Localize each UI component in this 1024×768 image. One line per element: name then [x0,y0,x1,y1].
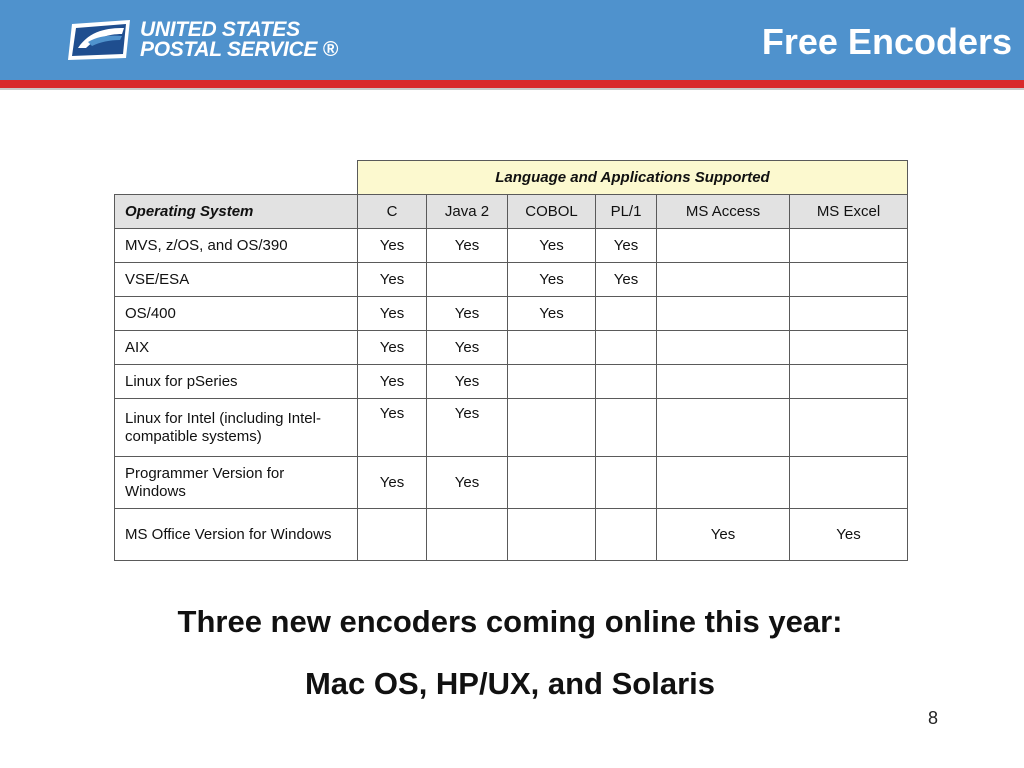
column-header-pl1: PL/1 [596,195,657,229]
support-cell: Yes [358,297,427,331]
table-row [115,331,908,365]
column-header-cobol: COBOL [508,195,596,229]
encoders-table [114,160,908,561]
support-cell: Yes [790,509,908,561]
group-header-row [115,161,908,195]
support-cell [508,509,596,561]
group-header-cell: Language and Applications Supported [358,161,908,195]
support-cell: Yes [427,331,508,365]
support-cell [790,331,908,365]
support-cell: Yes [358,457,427,509]
os-cell: Programmer Version for Windows [115,457,358,509]
table-row [115,365,908,399]
support-cell [508,331,596,365]
support-cell [427,509,508,561]
table-row [115,297,908,331]
support-cell [790,399,908,457]
os-cell: Linux for Intel (including Intel-compatible systems) [115,399,358,457]
column-header-c: C [358,195,427,229]
support-cell: Yes [427,365,508,399]
column-header-java2: Java 2 [427,195,508,229]
support-cell: Yes [358,229,427,263]
support-cell: Yes [427,297,508,331]
support-cell [790,297,908,331]
page-number: 8 [927,708,938,728]
os-cell: AIX [115,331,358,365]
table-row [115,457,908,509]
support-cell [358,509,427,561]
header-stripe [0,80,1024,88]
support-cell: Yes [596,263,657,297]
column-header-ms-access: MS Access [657,195,790,229]
support-cell: Yes [508,263,596,297]
support-cell [657,297,790,331]
footnote-line-2: Mac OS, HP/UX, and Solaris [304,666,715,701]
support-cell: Yes [358,331,427,365]
support-cell [657,331,790,365]
column-header-row [115,195,908,229]
os-cell: VSE/ESA [115,263,358,297]
support-cell [657,457,790,509]
logo-wordmark [140,20,340,60]
eagle-logo-icon [68,18,134,62]
support-cell: Yes [427,457,508,509]
support-cell: Yes [427,399,508,457]
logo-line-2: POSTAL SERVICE ® [140,38,338,61]
support-cell [596,297,657,331]
support-cell [596,457,657,509]
support-cell [790,457,908,509]
support-cell [596,365,657,399]
support-cell [508,365,596,399]
support-cell: Yes [427,229,508,263]
footnote-line-1: Three new encoders coming online this year: [177,604,843,639]
support-cell [508,457,596,509]
support-cell: Yes [358,263,427,297]
column-header-ms-excel: MS Excel [790,195,908,229]
os-cell: MS Office Version for Windows [115,509,358,561]
support-cell [427,263,508,297]
table-row [115,229,908,263]
blank-corner-cell [115,161,358,195]
support-cell [596,399,657,457]
column-header-operating-system: Operating System [115,195,358,229]
support-cell [508,399,596,457]
support-cell [657,229,790,263]
support-cell: Yes [508,229,596,263]
table-row [115,399,908,457]
support-cell [596,331,657,365]
support-cell: Yes [596,229,657,263]
support-cell: Yes [508,297,596,331]
support-cell [657,399,790,457]
support-cell [657,365,790,399]
table-row [115,263,908,297]
support-cell [790,229,908,263]
support-cell: Yes [657,509,790,561]
os-cell: Linux for pSeries [115,365,358,399]
page-title: Free Encoders [761,21,1012,62]
os-cell: OS/400 [115,297,358,331]
usps-logo [68,18,338,64]
os-cell: MVS, z/OS, and OS/390 [115,229,358,263]
table-row [115,509,908,561]
support-cell [790,263,908,297]
support-cell [790,365,908,399]
support-cell [657,263,790,297]
support-cell: Yes [358,365,427,399]
header-shadow [0,88,1024,90]
support-cell: Yes [358,399,427,457]
logo-line-1: UNITED STATES [140,18,300,41]
support-cell [596,509,657,561]
